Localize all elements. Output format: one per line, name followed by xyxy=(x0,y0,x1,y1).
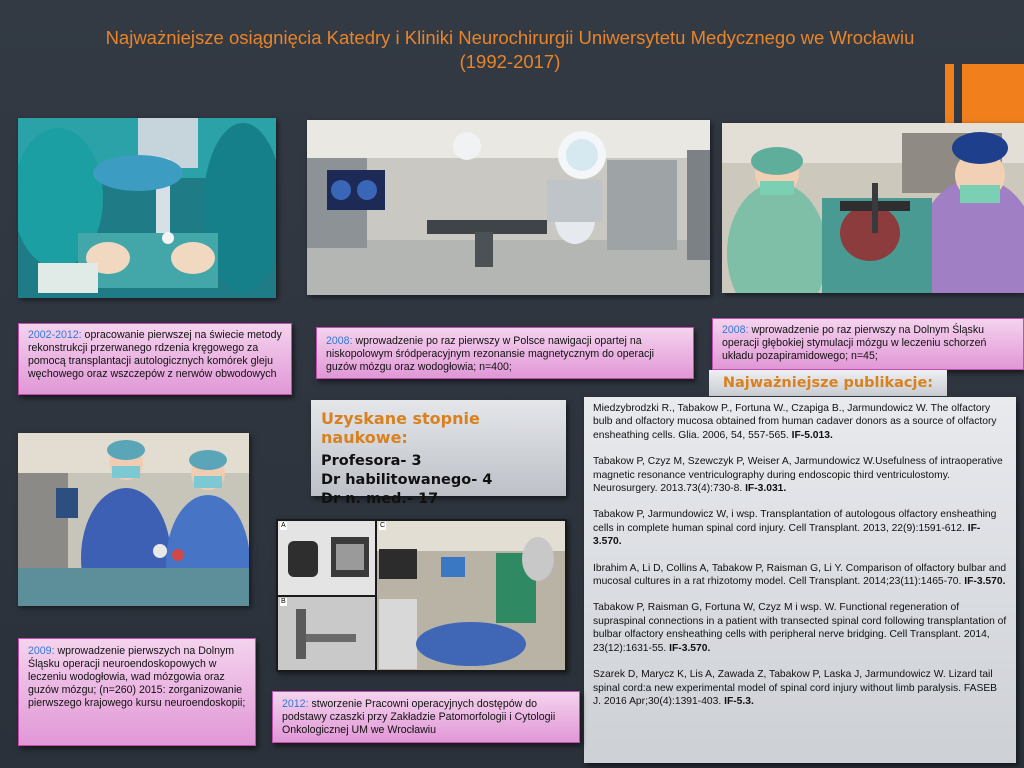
impact-factor: IF-3.570. xyxy=(669,642,711,654)
stereotactic-photo xyxy=(722,123,1024,293)
publication-text: Miedzybrodzki R., Tabakow P., Fortuna W., Czapiga B., Jarmundowicz W. The olfactory bulb and olfactory mucosa obtained from human cadaver donors as a source of olfactory ensheathing cells. Glia. 2006, 54, 557-565. xyxy=(593,403,997,441)
publication-item xyxy=(593,508,1007,548)
publication-item xyxy=(593,402,1007,442)
collage-label-b: B xyxy=(281,598,286,605)
publication-item xyxy=(593,601,1007,655)
achievement-2002-box xyxy=(18,323,292,395)
publications-box xyxy=(584,397,1016,763)
impact-factor: IF-3.570. xyxy=(593,522,981,548)
collage-label-c: C xyxy=(380,522,386,529)
degree-habilitation: Dr habilitowanego- 4 xyxy=(321,472,493,488)
achievement-text: stworzenie Pracowni operacyjnych dostępów do podstawy czaszki przy Zakładzie Patomorfologii i Cytologii Onkologicznej UM we Wrocławiu xyxy=(282,698,556,736)
impact-factor: IF-5.3. xyxy=(724,695,754,707)
publication-text: Ibrahim A, Li D, Collins A, Tabakow P, Raisman G, Li Y. Comparison of olfactory bulbar and mucosal cultures in a rat rhizotomy model. Cell Transplant. 2014;23(11):1465-70. xyxy=(593,562,1007,588)
degree-professor: Profesora- 3 xyxy=(321,453,422,469)
publication-item xyxy=(593,562,1007,589)
publication-text: Tabakow P, Raisman G, Fortuna W, Czyz M i wsp. W. Functional regeneration of supraspinal connections in a patient with transected spinal cord following transplantation of bulbar olfactory ensheathing cells with peripheral nerve bridging. Cell Transplant. 2014, 23(12):1631-55. xyxy=(593,602,1007,654)
degrees-title: Uzyskane stopnie naukowe: xyxy=(321,409,480,447)
publication-item xyxy=(593,455,1007,495)
accent-bar-thick xyxy=(962,64,1024,124)
year-label: 2008: xyxy=(326,335,353,347)
surgery-photo xyxy=(18,118,276,298)
surgeons-photo xyxy=(18,433,249,606)
year-label: 2012: xyxy=(282,698,309,710)
year-label: 2002-2012: xyxy=(28,329,82,341)
lab-collage-photo xyxy=(276,519,567,672)
publication-item xyxy=(593,668,1007,708)
publication-text: Tabakow P, Czyz M, Szewczyk P, Weiser A, Jarmundowicz W.Usefulness of intraoperative magnetic resonance ventriculography during endoscopic third ventriculostomy. Neurosurgery. 2013.73(4):730-8. xyxy=(593,456,1003,495)
accent-bar-thin xyxy=(945,64,954,124)
publications-title: Najważniejsze publikacje: xyxy=(709,370,947,396)
publication-text: Szarek D, Marycz K, Lis A, Zawada Z, Tabakow P, Laska J, Jarmundowicz W. Lizard tail spinal cord:a new experimental model of spinal cord injury without limb paralysis. FASEB J. 2016 Apr;30(4):1391-403. xyxy=(593,669,998,707)
achievement-2012-box xyxy=(272,691,580,743)
achievement-text: opracowanie pierwszej na świecie metody rekonstrukcji przerwanego rdzenia kręgowego za pomocą transplantacji autologicznych komórek gleju węchowego oraz wszczepów z nerwów obwodowych xyxy=(28,329,282,380)
year-label: 2009: xyxy=(28,645,55,657)
title-line-2: (1992-2017) xyxy=(459,51,561,72)
degree-phd: Dr n. med.- 17 xyxy=(321,491,439,507)
title-line-1: Najważniejsze osiągnięcia Katedry i Kliniki Neurochirurgii Uniwersytetu Medycznego we Wrocławiu xyxy=(105,27,915,48)
publication-text: Tabakow P, Jarmundowicz W, i wsp. Transplantation of autologous olfactory ensheathing cells in complete human spinal cord injury. Cell Transplant. 2013, 22(9):1591-612. xyxy=(593,509,997,534)
page-title xyxy=(40,26,980,74)
achievement-2009-box xyxy=(18,638,256,746)
achievement-2008-dbs-box xyxy=(712,318,1024,370)
impact-factor: IF-5.013. xyxy=(791,429,833,441)
achievement-2008-navigation-box xyxy=(316,327,694,379)
degrees-box xyxy=(311,400,566,507)
operating-room-photo xyxy=(307,120,710,295)
achievement-text: wprowadzenie po raz pierwszy na Dolnym Śląsku operacji głębokiej stymulacji mózgu w leczeniu schorzeń układu pozapiramidowego; n=45; xyxy=(722,324,987,362)
impact-factor: IF-3.031. xyxy=(745,483,787,495)
achievement-text: wprowadzenie po raz pierwszy w Polsce nawigacji opartej na niskopolowym śródperacyjnym rezonansie magnetycznym do operacji guzów mózgu oraz wodogłowia; n=400; xyxy=(326,335,654,373)
collage-label-a: A xyxy=(281,522,286,529)
achievement-text: wprowadzenie pierwszych na Dolnym Śląsku operacji neuroendoskopowych w leczeniu wodogłowia, wad mózgowia oraz guzów mózgu; (n=260) 2015: zorganizowanie pierwszego krajowego kursu neuroendoskopii; xyxy=(28,645,246,709)
year-label: 2008: xyxy=(722,324,749,336)
impact-factor: IF-3.570. xyxy=(964,576,1006,588)
